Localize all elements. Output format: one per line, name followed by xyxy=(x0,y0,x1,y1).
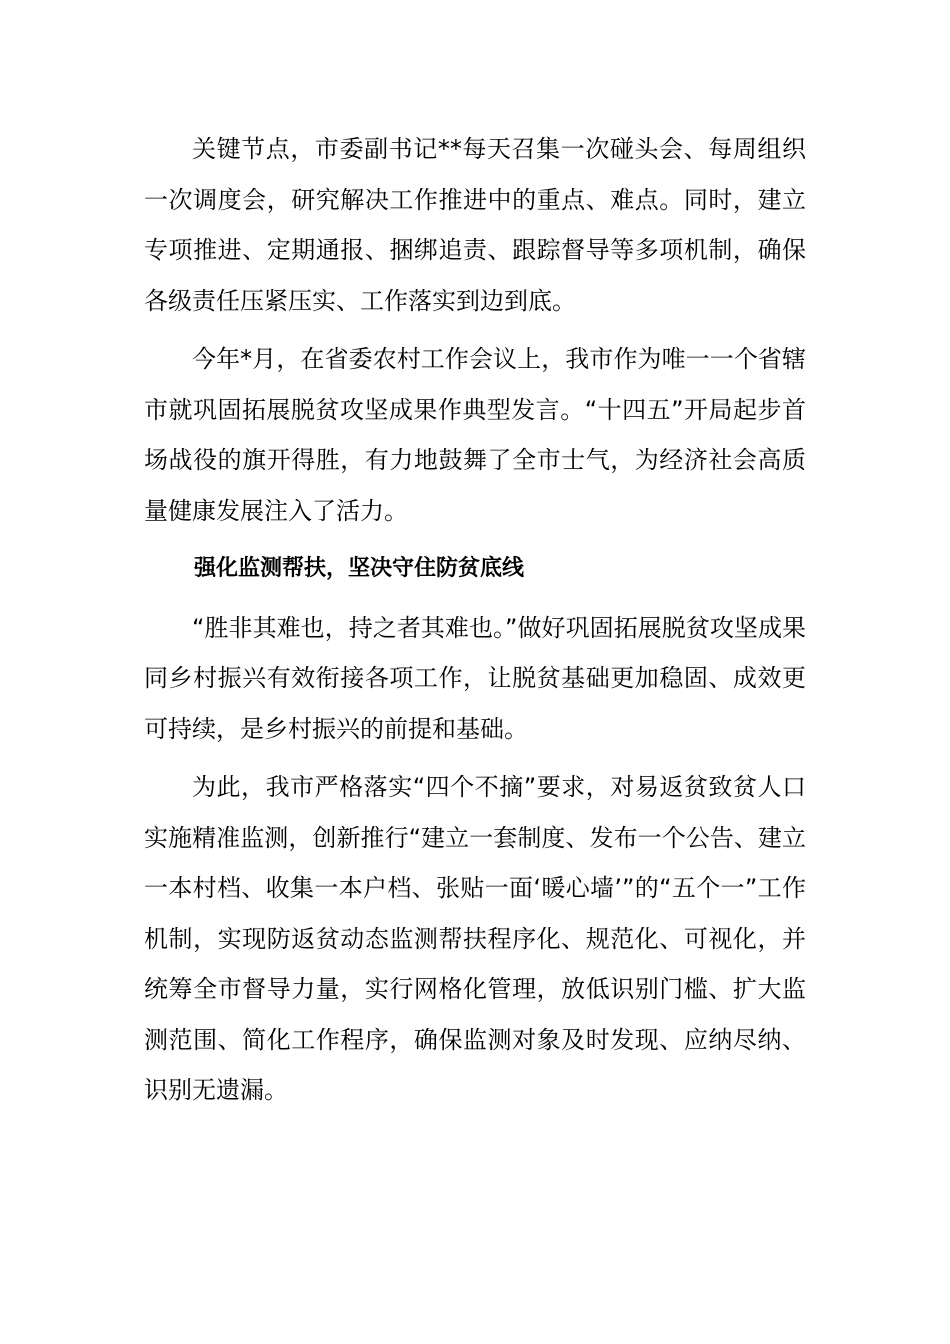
document-page xyxy=(144,124,806,1124)
paragraph-4: 为此，我市严格落实“四个不摘”要求，对易返贫致贫人口实施精准监测，创新推行“建立一套制度、发布一个公告、建立一本村档、收集一本户档、张贴一面‘暖心墙’”的“五个一”工作机制，实现防返贫动态监测帮扶程序化、规范化、可视化，并统筹全市督导力量，实行网格化管理，放低识别门槛、扩大监测范围、简化工作程序，确保监测对象及时发现、应纳尽纳、识别无遗漏。 xyxy=(144,773,806,1104)
section-heading: 强化监测帮扶，坚决守住防贫底线 xyxy=(194,556,525,581)
paragraph-1: 关键节点，市委副书记**每天召集一次碰头会、每周组织一次调度会，研究解决工作推进中的重点、难点。同时，建立专项推进、定期通报、捆绑追责、跟踪督导等多项机制，确保各级责任压紧压实、工作落实到边到底。 xyxy=(144,135,806,315)
paragraph-2: 今年*月，在省委农村工作会议上，我市作为唯一一个省辖市就巩固拓展脱贫攻坚成果作典型发言。“十四五”开局起步首场战役的旗开得胜，有力地鼓舞了全市士气，为经济社会高质量健康发展注入了活力。 xyxy=(144,345,806,525)
paragraph-3: “胜非其难也，持之者其难也。”做好巩固拓展脱贫攻坚成果同乡村振兴有效衔接各项工作，让脱贫基础更加稳固、成效更可持续，是乡村振兴的前提和基础。 xyxy=(144,613,806,743)
